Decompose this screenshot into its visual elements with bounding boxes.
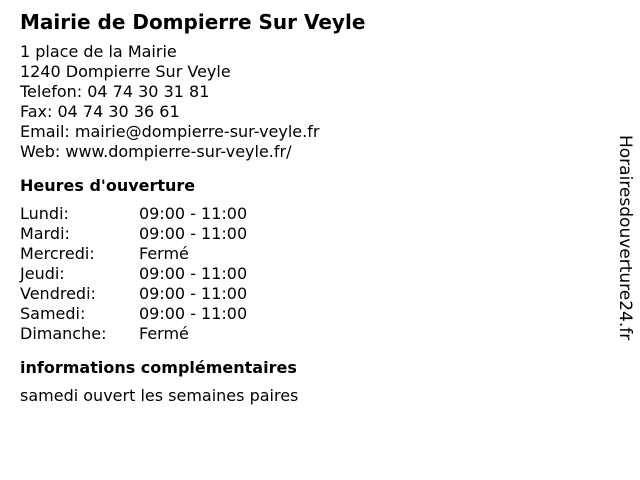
hours-day: Mercredi:	[20, 244, 95, 263]
hours-time: Fermé	[139, 244, 189, 263]
opening-hours-heading: Heures d'ouverture	[20, 176, 196, 195]
hours-row	[20, 284, 600, 304]
site-brand-watermark	[611, 135, 639, 375]
email-line: Email: mairie@dompierre-sur-veyle.fr	[20, 122, 320, 141]
business-title: Mairie de Dompierre Sur Veyle	[20, 10, 366, 34]
hours-row	[20, 264, 600, 284]
hours-day: Vendredi:	[20, 284, 96, 303]
hours-row	[20, 204, 600, 224]
additional-info-text: samedi ouvert les semaines paires	[20, 386, 299, 405]
hours-time: 09:00 - 11:00	[139, 204, 248, 223]
hours-row	[20, 224, 600, 244]
business-card	[20, 10, 600, 406]
city-address: 1240 Dompierre Sur Veyle	[20, 62, 231, 81]
website-line: Web: www.dompierre-sur-veyle.fr/	[20, 142, 292, 161]
fax-line: Fax: 04 74 30 36 61	[20, 102, 180, 121]
contact-block	[20, 42, 600, 162]
hours-row	[20, 324, 600, 344]
site-brand-text: Horairesdouverture24.fr	[615, 135, 635, 341]
phone-line: Telefon: 04 74 30 31 81	[20, 82, 210, 101]
hours-day: Lundi:	[20, 204, 69, 223]
hours-row	[20, 304, 600, 324]
hours-time: 09:00 - 11:00	[139, 264, 248, 283]
additional-info-heading: informations complémentaires	[20, 358, 297, 377]
hours-time: 09:00 - 11:00	[139, 224, 248, 243]
hours-row	[20, 244, 600, 264]
hours-time: 09:00 - 11:00	[139, 304, 248, 323]
hours-day: Samedi:	[20, 304, 86, 323]
hours-time: Fermé	[139, 324, 189, 343]
hours-day: Dimanche:	[20, 324, 107, 343]
hours-time: 09:00 - 11:00	[139, 284, 248, 303]
street-address: 1 place de la Mairie	[20, 42, 177, 61]
hours-day: Mardi:	[20, 224, 70, 243]
opening-hours-table	[20, 204, 600, 344]
hours-day: Jeudi:	[20, 264, 65, 283]
